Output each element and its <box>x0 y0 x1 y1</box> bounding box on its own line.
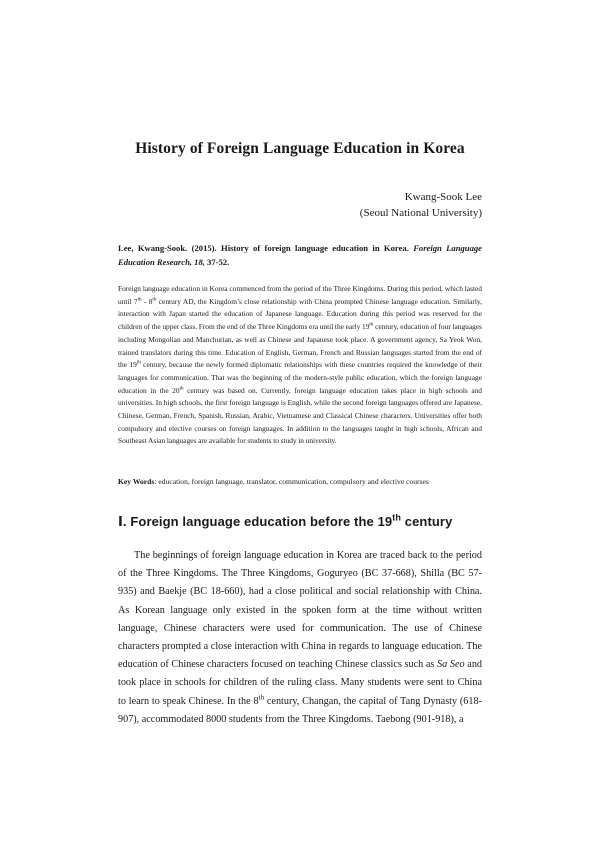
superscript: th <box>137 296 142 303</box>
abstract-text: Foreign language education in Korea commenced from the period of the Three Kingdoms. During this period, which lasted until 7 <box>118 284 482 306</box>
body-text: century, Changan, the capital of Tang Dynasty (618-907), accommodated 8000 students from the Three Kingdoms. Taebong (901-918), a <box>118 695 482 725</box>
paper-title: History of Foreign Language Education in Korea <box>135 140 465 157</box>
author-name: Kwang-Sook Lee <box>404 191 482 203</box>
citation-pages: 37-52. <box>204 256 230 267</box>
body-italic: Sa Seo <box>437 659 465 671</box>
abstract-text: century AD, the Kingdom’s close relationship with China prompted Chinese language education. Similarly, interaction with Japan started the education of Japanese language. Education during this period was reserved for the children of the upper class. From the end of the Three Kingdoms era until the early 19 <box>118 296 482 332</box>
author-block <box>360 189 482 221</box>
heading-text: century <box>401 514 453 529</box>
abstract-text: century was based on. Currently, foreign language education takes place in high schools and universities. In high schools, the first foreign language is English, while the second foreign languages offered are Japanese, Chinese, German, French, Spanish, Russian, Arabic, Vietnamese and Classical Chinese characters. Universities offer both compulsory and elective courses on foreign languages. In addition to the languages taught in high schools, African and Southeast Asian languages are available for students to study in university. <box>118 385 483 446</box>
citation-prefix: Lee, Kwang-Sook. (2015). History of foreign language education in Korea. <box>118 243 414 253</box>
citation <box>118 242 482 269</box>
section-heading <box>118 514 452 530</box>
superscript: th <box>392 512 402 523</box>
body-text: and took place in schools for children of the ruling class. Many students were sent to China to learn to speak Chinese. In the 8 <box>118 659 483 707</box>
abstract-text: century, because the newly formed diplomatic relationships with these countries required the knowledge of their languages for communication. That was the beginning of the modern-style public education, which the foreign language education in the 20 <box>118 360 482 395</box>
superscript: th <box>258 693 265 702</box>
citation-journal: Foreign Language Education Research, 18, <box>118 243 482 267</box>
heading-text: Ⅰ. Foreign language education before the 19 <box>118 514 393 529</box>
author-affiliation: (Seoul National University) <box>359 207 482 219</box>
abstract-text: - 8 <box>141 296 153 306</box>
superscript: th <box>369 321 374 328</box>
superscript: th <box>136 359 141 366</box>
superscript: th <box>152 296 157 303</box>
body-text: The beginnings of foreign language education in Korea are traced back to the period of the Three Kingdoms. The Three Kingdoms, Goguryeo (BC 37-668), Shilla (BC 57-935) and Baekje (BC 18-660), had a close political and social relationship with China. As Korean language only existed in the spoken form at the time without written language, Chinese characters were used for communication. The use of Chinese characters prompted a close interaction with China in regards to language education. The education of Chinese characters focused on teaching Chinese classics such as <box>118 550 482 671</box>
keywords <box>118 476 482 488</box>
abstract <box>118 283 482 448</box>
superscript: th <box>179 385 184 392</box>
keywords-label: Key Words <box>118 477 155 486</box>
body-paragraph <box>118 547 482 729</box>
keywords-text: : education, foreign language, translator, communication, compulsory and elective courses <box>154 477 429 486</box>
abstract-text: century, education of four languages including Mongolian and Manchurian, as well as Chinese and Japanese took place. A government agency, Sa Yeok Won, trained translators during this time. Education of English, German, French and Russian languages started from the end of the 19 <box>118 322 482 370</box>
